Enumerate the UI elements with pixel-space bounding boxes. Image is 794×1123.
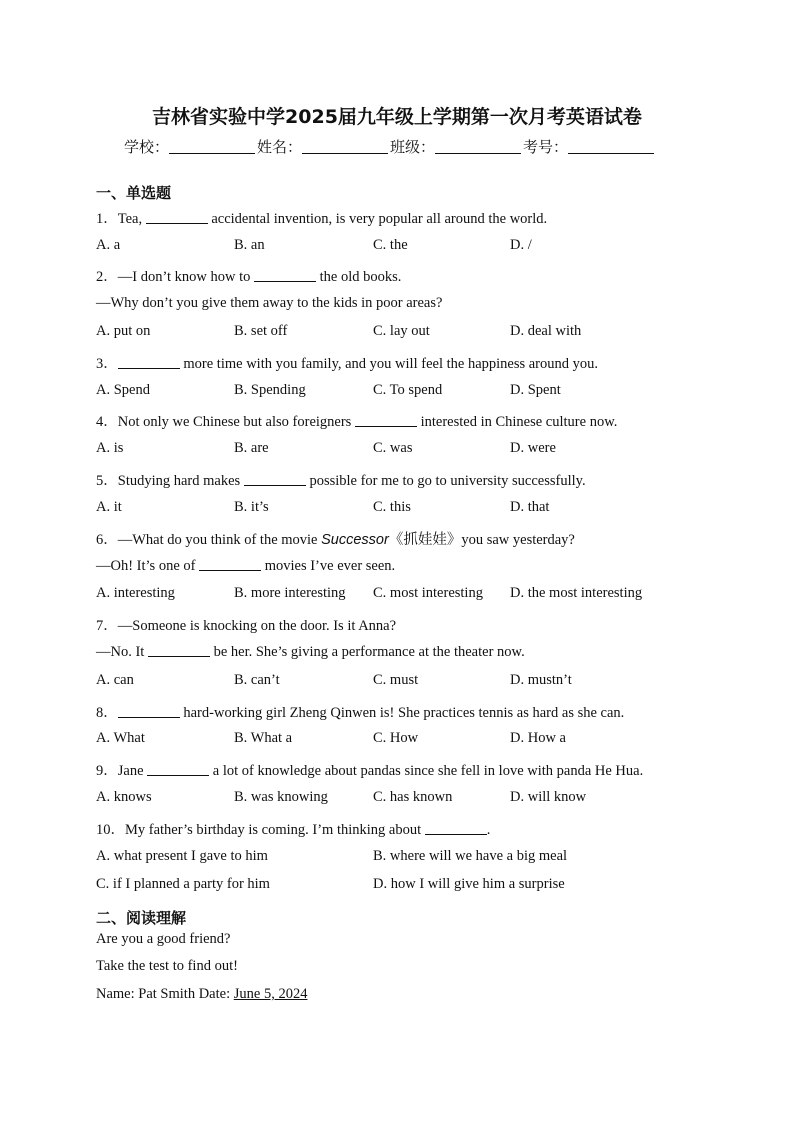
q6-blank[interactable]	[199, 558, 261, 571]
q6-text-a: 6．—What do you think of the movie	[96, 532, 322, 548]
q8-option-b[interactable]: B. What a	[234, 730, 293, 746]
reading-line-2: Take the test to find out!	[96, 958, 238, 974]
q1-option-c[interactable]: C. the	[373, 237, 408, 253]
q7-option-a[interactable]: A. can	[96, 672, 134, 688]
q1-option-b[interactable]: B. an	[234, 237, 265, 253]
reading-line-3	[96, 986, 307, 1003]
question-2-line2: —Why don’t you give them away to the kids in poor areas?	[96, 295, 443, 311]
q7-option-d[interactable]: D. mustn’t	[510, 672, 572, 688]
q2-option-b[interactable]: B. set off	[234, 323, 288, 339]
q7-option-b[interactable]: B. can’t	[234, 672, 280, 688]
question-4-stem	[96, 410, 617, 431]
q2-text-b: the old books.	[316, 269, 402, 285]
q8-option-d[interactable]: D. How a	[510, 730, 566, 746]
q2-text-a: 2．—I don’t know how to	[96, 269, 255, 285]
class-label: 班级：	[390, 138, 436, 156]
q8-option-a[interactable]: A. What	[96, 730, 145, 746]
number-blank[interactable]	[568, 139, 654, 154]
q3-option-c[interactable]: C. To spend	[373, 382, 443, 398]
q5-option-b[interactable]: B. it’s	[234, 499, 269, 515]
q1-blank[interactable]	[146, 211, 208, 224]
q7-line2-a: —No. It	[96, 644, 148, 660]
q10-option-d[interactable]: D. how I will give him a surprise	[373, 876, 565, 892]
number-label: 考号：	[523, 138, 569, 156]
q5-text-a: 5．Studying hard makes	[96, 473, 244, 489]
q10-option-b[interactable]: B. where will we have a big meal	[373, 848, 568, 864]
q2-option-a[interactable]: A. put on	[96, 323, 151, 339]
section-heading-choice: 一、单选题	[96, 184, 172, 202]
q7-option-c[interactable]: C. must	[373, 672, 419, 688]
question-10-stem	[96, 818, 490, 839]
q9-option-d[interactable]: D. will know	[510, 789, 587, 805]
q8-option-c[interactable]: C. How	[373, 730, 419, 746]
q10-blank[interactable]	[425, 822, 487, 835]
q4-option-c[interactable]: C. was	[373, 440, 413, 456]
q4-option-a[interactable]: A. is	[96, 440, 124, 456]
q10-option-c[interactable]: C. if I planned a party for him	[96, 876, 270, 892]
q6-option-d[interactable]: D. the most interesting	[510, 585, 643, 601]
q6-option-c[interactable]: C. most interesting	[373, 585, 483, 601]
q8-text-b: hard-working girl Zheng Qinwen is! She practices tennis as hard as she can.	[179, 705, 625, 721]
q3-blank[interactable]	[118, 356, 180, 369]
q3-text-b: more time with you family, and you will feel the happiness around you.	[179, 356, 599, 372]
q3-option-d[interactable]: D. Spent	[510, 382, 561, 398]
q3-option-b[interactable]: B. Spending	[234, 382, 306, 398]
q4-text-a: 4．Not only we Chinese but also foreigners	[96, 414, 355, 430]
q9-text-b: a lot of knowledge about pandas since she fell in love with panda He Hua.	[209, 763, 644, 779]
name-label: 姓名：	[257, 138, 303, 156]
q5-blank[interactable]	[244, 473, 306, 486]
q2-option-c[interactable]: C. lay out	[373, 323, 430, 339]
q9-text-a: 9．Jane	[96, 763, 148, 779]
class-blank[interactable]	[435, 139, 521, 154]
q10-option-a[interactable]: A. what present I gave to him	[96, 848, 268, 864]
student-info-row	[124, 136, 656, 157]
question-3-stem	[96, 352, 598, 373]
question-7-line2	[96, 644, 525, 661]
question-8-stem	[96, 701, 624, 722]
q5-text-b: possible for me to go to university successfully.	[305, 473, 586, 489]
section-heading-reading: 二、阅读理解	[96, 909, 187, 927]
name-blank[interactable]	[302, 139, 388, 154]
q8-blank[interactable]	[118, 705, 180, 718]
q10-text-b: .	[486, 822, 491, 838]
question-2-stem	[96, 265, 401, 286]
q1-option-d[interactable]: D. /	[510, 237, 532, 253]
q9-blank[interactable]	[147, 763, 209, 776]
q1-text-a: 1．Tea,	[96, 211, 146, 227]
q4-option-b[interactable]: B. are	[234, 440, 269, 456]
q7-line2-b: be her. She’s giving a performance at the theater now.	[209, 644, 525, 660]
question-1-stem	[96, 207, 547, 228]
question-6-line2	[96, 558, 395, 575]
question-7-stem: 7．—Someone is knocking on the door. Is it Anna?	[96, 618, 397, 634]
q1-text-b: accidental invention, is very popular all around the world.	[207, 211, 548, 227]
q6-option-a[interactable]: A. interesting	[96, 585, 175, 601]
q4-blank[interactable]	[355, 414, 417, 427]
page-title: 吉林省实验中学2025届九年级上学期第一次月考英语试卷	[152, 106, 642, 128]
q5-option-d[interactable]: D. that	[510, 499, 550, 515]
q6-line2-b: movies I’ve ever seen.	[261, 558, 396, 574]
question-5-stem	[96, 469, 586, 490]
question-9-stem	[96, 759, 643, 780]
q3-option-a[interactable]: A. Spend	[96, 382, 150, 398]
school-label: 学校：	[124, 138, 170, 156]
reading-line-1: Are you a good friend?	[96, 931, 231, 947]
q9-option-b[interactable]: B. was knowing	[234, 789, 328, 805]
q1-option-a[interactable]: A. a	[96, 237, 121, 253]
q9-option-a[interactable]: A. knows	[96, 789, 152, 805]
reading-name-date-label: Name: Pat Smith Date:	[96, 986, 234, 1002]
question-6-stem	[96, 528, 575, 549]
q2-blank[interactable]	[254, 269, 316, 282]
q4-option-d[interactable]: D. were	[510, 440, 556, 456]
reading-date-value: June 5, 2024	[233, 986, 308, 1002]
q5-option-a[interactable]: A. it	[96, 499, 122, 515]
q10-text-a: 10．My father’s birthday is coming. I’m thinking about	[96, 822, 425, 838]
q4-text-b: interested in Chinese culture now.	[416, 414, 618, 430]
q5-option-c[interactable]: C. this	[373, 499, 411, 515]
school-blank[interactable]	[169, 139, 255, 154]
q6-movie-title: Successor	[321, 532, 389, 548]
q7-blank[interactable]	[148, 644, 210, 657]
q2-option-d[interactable]: D. deal with	[510, 323, 582, 339]
q6-text-c: 《抓娃娃》you saw yesterday?	[388, 532, 575, 548]
q9-option-c[interactable]: C. has known	[373, 789, 453, 805]
q8-text-a: 8．	[96, 705, 118, 721]
q6-option-b[interactable]: B. more interesting	[234, 585, 346, 601]
q3-text-a: 3．	[96, 356, 118, 372]
q6-line2-a: —Oh! It’s one of	[96, 558, 200, 574]
